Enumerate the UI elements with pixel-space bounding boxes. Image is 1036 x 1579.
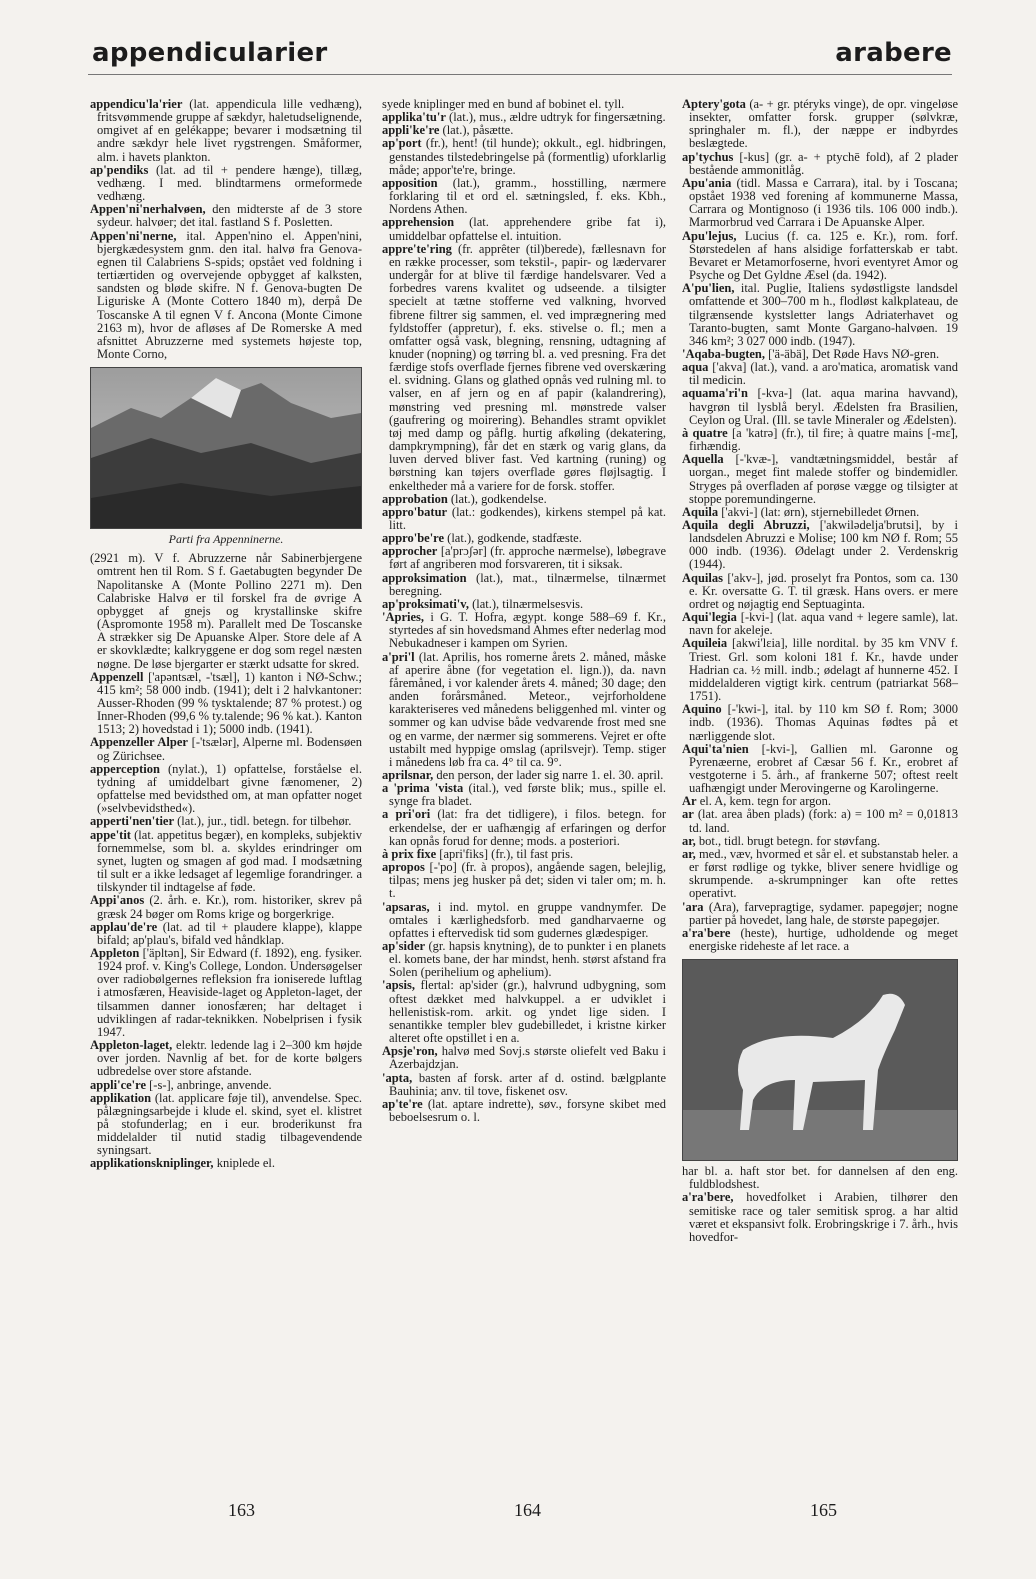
dictionary-entry: [382, 1098, 666, 1124]
headword: a 'prima 'vista: [382, 781, 464, 796]
headword: Aquilas: [682, 570, 723, 585]
headword: appendicu'la'rier: [90, 97, 183, 111]
dictionary-entry: [682, 453, 958, 506]
dictionary-entry: [682, 427, 958, 453]
headword: appro'be're: [382, 531, 445, 546]
headword: 'ara: [682, 899, 704, 914]
header-rule: [88, 74, 952, 75]
definition-text: (fr. apprêter (til)berede), fællesnavn for en række processer, som tekstil-, papir- og lædervarer undergår for at blive til færdige handelsvarer. Ved a forbedres varens kvalitet og udseende. a tilsigter specielt at tætne stofferne ved valkning, hvorved fibrene filtrer sig sammen, el. ved imprægnering med fyldstoffer (appretur), f. eks. stivelse o. fl.; men a omfatter også vask, blegning, rensning, udtagning af knuder (nopning) og tørring bl. a. ved presning. Fra det færdige stofs overflade fjernes fibrene ved overskæring el. svidning. Glans og glathed opnås ved rulning ml. to valser, en af jern og en af papir (kalandrering), mønstring ved presning ml. mønstrede valser (gaufrering og moirering). Behandles stramt opviklet tøj med damp og påflg. hurtig afkøling (dekatering, dampkrympning), får det en stærk og varig glans, da luven derved bliver fast. Ved kartning (runing) og børstning kan tøjers overflade gøres fløjlsagtig. I enkeltheder må a variere for de forsk. stoffer.: [389, 241, 666, 493]
headword: approksimation: [382, 570, 467, 585]
headword: ap'te're: [382, 1096, 423, 1111]
headword: Aqui'ta'nien: [682, 741, 749, 756]
definition-text: syede kniplinger med en bund af bobinet el. tyll.: [382, 97, 625, 111]
definition-text: elektr. ledende lag i 2–300 km højde over jorden. Navnlig af bet. for de korte bølgers udbredelse over store afstande.: [97, 1038, 363, 1079]
headword: Aquella: [682, 452, 724, 467]
dictionary-entry: [682, 901, 958, 927]
dictionary-entry: [90, 736, 362, 762]
dictionary-entry: [382, 651, 666, 769]
definition-text: Lucius (f. ca. 125 e. Kr.), rom. forf. Størstedelen af hans alsidige forfatterskab er tabt. Bevaret er Metamorfoserne, hvori eventyret Amor og Psyche og Det Gyldne Æsel (da. 1942).: [689, 228, 959, 283]
definition-text: den midterste af de 3 store sydeur. halvøer; det ital. fastland S f. Posletten.: [97, 202, 363, 230]
mountain-photo: [90, 367, 362, 529]
definition-text: (lat. applicare føje til), anvendelse. Spec. pålægningsarbejde i klude el. skind, syet el. klistret på stofunderlag; en i eur. broderikunst fra middelalder til nutid stadig tilbagevendende syningsart.: [97, 1090, 363, 1158]
headword: Appen'ni'nerne,: [90, 228, 177, 243]
dictionary-entry: [382, 1045, 666, 1071]
dictionary-entry: [682, 387, 958, 426]
definition-text: (tidl. Massa e Carrara), ital. by i Toscana; opstået 1938 ved forening af kommunerne Massa, Carrara og Montignoso (i 1936 tils. 106 000 indb.). Marmorbrud ved Carrara i De Apuanske Alper.: [689, 175, 958, 230]
definition-text: bot., tidl. brugt betegn. for støvfang.: [698, 833, 881, 848]
definition-text: (2921 m). V f. Abruzzerne når Sabinerbjergene omtrent hen til Rom. S f. Gaetabugten begynder De Napolitanske A (Monte Pollino 2271 m). Den Calabriske Halvø er til forskel fra de øvrige A opbygget af gnejs og krystallinske skifre (Aspromonte 1958 m). Parallelt med De Toscanske A strækker sig De Apuanske Alper. Store dele af A er skovklædte; kalkryggene er dog som regel næsten nøgne. De løse bjergarter er stærkt udsatte for skred.: [90, 551, 362, 671]
mountain-illustration: [91, 368, 361, 528]
definition-text: [-kvi-], Gallien ml. Garonne og Pyrenæerne, erobret af Cæsar 56 f. Kr., erobret af vestgoterne i 5. årh., af frankerne 507; oftest reelt uafhængigt under Merovingerne og Karolingerne.: [689, 741, 958, 796]
definition-text: (lat. appetitus begær), en kompleks, subjektiv fornemmelse, som bl. a. skyldes erindringer om synet, lugten og smagen af god mad. I modsætning til sult er a ikke ledsaget af legemlige forandringer. a tilskynder til indtagelse af føde.: [97, 827, 363, 895]
definition-text: (Ara), farvepragtige, sydamer. papegøjer; nogne partier på hovedet, lang hale, de største papegøjer.: [689, 899, 958, 927]
dictionary-entry: [682, 177, 958, 230]
headword: Aptery'gota: [682, 97, 746, 111]
dictionary-entry: [682, 151, 958, 177]
headword: appli'ke're: [382, 123, 440, 138]
headword: Aquileia: [682, 636, 728, 651]
dictionary-entry: [90, 230, 362, 362]
headword: a'ra'bere: [682, 925, 731, 940]
headword: ar,: [682, 846, 696, 861]
headword: 'apsis,: [382, 978, 416, 993]
dictionary-entry: [682, 808, 958, 834]
headword: à prix fixe: [382, 846, 437, 861]
definition-text: (lat.), gramm., hosstilling, nærmere forklaring til et ord el. sætningsled, f. eks. Kbh., Nordens Athen.: [389, 175, 666, 217]
definition-text: (lat. aptare indrette), søv., forsyne skibet med beboelsesrum o. l.: [389, 1096, 667, 1125]
headword: applika'tu'r: [382, 110, 446, 125]
definition-text: (a- + gr. ptéryks vinge), de opr. vingeløse insekter, omfatter forsk. grupper (sølvkræ, springhaler m. fl.), der næppe er indbyrdes beslægtede.: [689, 97, 959, 151]
headword: approcher: [382, 544, 438, 559]
headword: aqua: [682, 360, 709, 375]
headword: aquama'ri'n: [682, 386, 748, 401]
dictionary-entry: [682, 519, 958, 572]
dictionary-entry: [382, 177, 666, 216]
photo-caption: Parti fra Appenninerne.: [168, 532, 284, 547]
definition-text: ital. Appen'nino el. Appen'nini, bjergkædesystem gnm. den ital. halvø fra Genova-egnen til Calabriens S-spids; opstået ved foldning i tertiærtiden og overvejende opbygget af kalksten, sandsten og bløde skifre. N f. Genova-bugten De Liguriske A (Monte Cottero 1840 m), derpå De Toscanske A til egnen V f. Ancona (Monte Cimone 2163 m), hvor de afløses af De Romerske A med afsnittet Abruzzerne med systemets højeste top, Monte Corno,: [97, 228, 363, 361]
dictionary-entry: [682, 282, 958, 348]
definition-text: [-s-], anbringe, anvende.: [149, 1077, 272, 1092]
headword: apprehension: [382, 215, 455, 230]
dictionary-entry: [90, 552, 362, 670]
definition-text: (lat.: godkendes), kirkens stempel på kat. litt.: [389, 504, 667, 532]
dictionary-entry: [682, 848, 958, 901]
dictionary-entry: [682, 230, 958, 283]
definition-text: [akwi'lɛia], lille nordital. by 35 km VNV f. Triest. Grl. som koloni 181 f. Kr., havde under Hadrian ca. ½ mill. indb.; ødelagt af hunnerne 452. I middelalderen vigtigt kirk. centrum (patriarkat 568–1751).: [689, 636, 959, 704]
definition-text: [-kva-] (lat. aqua marina havvand), havgrøn til lysblå beryl. Ædelsten fra Brasilien, Ceylon og Ural. (Ill. se tavle Mineraler og Ædelsten).: [689, 386, 958, 427]
headword: Ar: [682, 794, 697, 809]
definition-text: (lat.), godkende, stadfæste.: [447, 531, 582, 546]
definition-text: har bl. a. haft stor bet. for dannelsen af den eng. fuldblodshest.: [682, 1164, 958, 1192]
horse-illustration: [683, 960, 957, 1160]
headword: Aquila degli Abruzzi,: [682, 518, 810, 532]
dictionary-entry: [382, 611, 666, 650]
headword: Apu'lejus,: [682, 228, 737, 243]
definition-text: (heste), hurtige, udholdende og meget energiske rideheste af let race. a: [689, 925, 959, 953]
dictionary-entry: [90, 203, 362, 229]
headword: ap'sider: [382, 939, 426, 953]
dictionary-entry: [382, 506, 666, 532]
dictionary-entry: [90, 98, 362, 164]
dictionary-entry: [382, 901, 666, 940]
dictionary-entry: [682, 1191, 958, 1244]
column-3: [682, 98, 958, 1244]
definition-text: [-'kwi-], ital. by 110 km SØ f. Rom; 3000 indb. (1936). Thomas Aquinas fødtes på et nærliggende slot.: [689, 702, 958, 743]
dictionary-entry: [382, 782, 666, 808]
definition-text: [-'kvæ-], vandtætningsmiddel, består af uorgan., meget fint malede stoffer og bindemidler. Stryges på overfladen af porøse vægge og tilsigter at stoppe poremundingerne.: [689, 452, 958, 506]
dictionary-entry: [90, 164, 362, 203]
headword: ap'proksimati'v,: [382, 596, 469, 611]
definition-text: (2. årh. e. Kr.), rom. historiker, skrev på græsk 24 bøger om Roms krige og borgerkrige.: [97, 893, 363, 921]
definition-text: [-kus] (gr. a- + ptychē fold), af 2 plader bestående ammonitlåg.: [689, 149, 959, 177]
definition-text: (lat. appendicula lille vedhæng), fritsvømmende gruppe af sækdyr, haletudselignende, omgivet af en gelékappe; bevarer i modsætning til andre sækdyr hele livet rygstrengen. Småformer, alm. i havets plankton.: [97, 97, 362, 164]
headword: A'pu'lien,: [682, 281, 735, 296]
definition-text: [apri'fiks] (fr.), til fast pris.: [439, 846, 574, 861]
dictionary-entry: [382, 137, 666, 176]
definition-text: kniplede el.: [216, 1156, 276, 1171]
dictionary-entry: [382, 243, 666, 493]
definition-text: ['akvi-] (lat: ørn), stjernebilledet Ørnen.: [721, 504, 920, 519]
definition-text: ['ä-äbä], Det Røde Havs NØ-gren.: [768, 346, 940, 361]
headword: approbation: [382, 491, 448, 506]
dictionary-entry: [382, 572, 666, 598]
headword: Appenzeller Alper: [90, 735, 188, 750]
headword: Appleton-laget,: [90, 1038, 173, 1053]
headword: apropos: [382, 860, 425, 875]
definition-text: (lat. area åben plads) (fork: a) = 100 m² = 0,01813 td. land.: [689, 807, 958, 835]
headword: appre'te'ring: [382, 241, 452, 256]
definition-text: ital. Puglie, Italiens sydøstligste landsdel omfattende et 300–700 m h., flodløst kalkplateau, de tilgrænsende kystsletter langs Adriaterhavet og Taranto-bugten, samt Monte Gargano-halvøen. 19 346 km²; 3 027 000 indb. (1947).: [689, 281, 959, 348]
dictionary-entry: [90, 829, 362, 895]
headword: Apsje'ron,: [382, 1044, 438, 1059]
definition-text: (lat. Aprilis, hos romerne årets 2. måned, måske af aperire åbne (for vegetation el. lign.)), da. navn fåremåned, i vor kalender årets 4. måned; 30 dage; den anden forårsmåned. Meteor., vejrforholdene karakteriseres ved månedens beliggenhed ml. vinter og sommer og kan udvise både vedvarende frost med sne og en varme, der nærmer sig sommerens. Vejret er ofte ustabilt med hyppige omslag (aprilsvejr). Temp. stiger i månedens løb fra ca. 4° til ca. 9°.: [389, 649, 666, 769]
dictionary-entry: [682, 611, 958, 637]
headword: aprilsnar,: [382, 767, 434, 782]
headword: Aquino: [682, 702, 722, 717]
definition-text: (lat.), jur., tidl. betegn. for tilbehør.: [177, 814, 352, 829]
definition-text: ['akva] (lat.), vand. a aro'matica, aromatisk vand til medicin.: [689, 360, 958, 388]
dictionary-entry: [382, 808, 666, 847]
definition-text: ['äpltən], Sir Edward (f. 1892), eng. fysiker. 1924 prof. v. King's College, London. Undersøgelser over radiobølgernes refleksion fra ioniserede luftlag i atmosfæren, Heaviside-laget og Appleton-laget, der tilsammen danner ionosfæren; har deltaget i udviklingen af radar-teknikken. Nobelprisen i fysik 1947.: [97, 945, 363, 1039]
definition-text: [-'tsælər], Alperne ml. Bodensøen og Zürichsee.: [97, 735, 363, 763]
definition-text: den person, der lader sig narre 1. el. 30. april.: [436, 767, 664, 782]
definition-text: i G. T. Hofra, ægypt. konge 588–69 f. Kr., styrtedes af sin hovedsmand Ahmes efter nederlag mod Nebukadneser i kampen om Syrien.: [389, 610, 667, 651]
dictionary-entry: [90, 671, 362, 737]
headword: Appi'anos: [90, 893, 145, 908]
headword: appe'tit: [90, 827, 131, 842]
headword: Appleton: [90, 945, 140, 960]
definition-text: halvø med Sovj.s største oliefelt ved Baku i Azerbajdzjan.: [389, 1044, 667, 1072]
headword: applikationskniplinger,: [90, 1156, 214, 1171]
dictionary-entry: [382, 861, 666, 900]
dictionary-entry: [682, 743, 958, 796]
definition-text: (lat.), tilnærmelsesvis.: [472, 596, 584, 611]
dictionary-entry: [682, 703, 958, 742]
headword: ap'tychus: [682, 149, 734, 164]
definition-text: (lat: fra det tidligere), i filos. betegn. for erkendelse, der er uafhængig af erfaringen og derfor kan opnås forud for denne; mods. a posteriori.: [389, 807, 666, 848]
definition-text: [-kvi-] (lat. aqua vand + legere samle), lat. navn for akeleje.: [689, 610, 958, 638]
definition-text: (lat. ad til + plaudere klappe), klappe bifald; ap'plau's, bifald ved håndklap.: [97, 919, 362, 947]
headword: applikation: [90, 1090, 152, 1105]
definition-text: [a 'katrə] (fr.), til fire; à quatre mains [-mɛ̃], firhændig.: [689, 425, 959, 454]
headword: Aquila: [682, 504, 719, 519]
definition-text: ['akv-], jød. proselyt fra Pontos, som ca. 130 e. Kr. oversatte G. T. til græsk. Hans overs. er mere ordret og nøjagtig end Septuaginta.: [689, 570, 958, 611]
dictionary-entry: [382, 979, 666, 1045]
definition-text: [a'prɔʃər] (fr. approche nærmelse), løbegrave ført af angriberen mod forsvareren, tit i siksak.: [389, 544, 666, 572]
dictionary-entry: [90, 1039, 362, 1078]
page-number-165: 165: [810, 1500, 837, 1520]
headword: Appen'ni'nerhalvøen,: [90, 202, 206, 217]
dictionary-entry: [682, 98, 958, 151]
guide-word-right: arabere: [835, 38, 952, 68]
dictionary-entry: [682, 572, 958, 611]
dictionary-entry: [382, 940, 666, 979]
headword: 'apsaras,: [382, 899, 430, 914]
dictionary-entry: [90, 1092, 362, 1158]
dictionary-entry: [90, 921, 362, 947]
headword: apperti'nen'tier: [90, 814, 175, 829]
definition-text: (lat. apprehendere gribe fat i), umiddelbar opfattelse el. intuition.: [389, 215, 667, 243]
dictionary-entry: [382, 216, 666, 242]
headword: ar: [682, 807, 694, 822]
definition-text: (fr.), hent! (til hunde); okkult., egl. hidbringen, genstandes tilstedebringelse på (formentlig) uforklarlig måde; appor'te're, bringe.: [389, 136, 666, 177]
headword: 'Apries,: [382, 610, 425, 625]
headword: à quatre: [682, 425, 728, 440]
definition-text: (lat.), mus., ældre udtryk for fingersætning.: [449, 110, 666, 125]
headword: appro'batur: [382, 504, 448, 519]
dictionary-entry: [90, 763, 362, 816]
headword: appli'ce're: [90, 1077, 147, 1092]
definition-text: basten af forsk. arter af d. ostind. bælgplante Bauhinia; anv. til tove, fiskenet osv.: [389, 1070, 667, 1098]
page-number-163: 163: [228, 1500, 255, 1520]
headword: ar,: [682, 833, 696, 848]
horse-photo: [682, 959, 958, 1161]
page-number-164: 164: [514, 1500, 541, 1520]
headword: 'Aqaba-bugten,: [682, 346, 766, 361]
definition-text: med., væv, hvormed et sår el. et substanstab heler. a er først rødlige og tykke, bliver senere hvidlige og skrumpende. a-skrumpninger kan ofte rettes operativt.: [689, 846, 958, 901]
headword: ap'port: [382, 136, 422, 151]
headword: Appenzell: [90, 669, 144, 684]
definition-text: (lat. ad til + pendere hænge), tillæg, vedhæng. I med. blindtarmens ormeformede vedhæng.: [97, 162, 362, 204]
headword: a'pri'l: [382, 649, 415, 664]
definition-text: i ind. mytol. en gruppe vandnymfer. De omtales i kærlighedsforb. med gandharvaerne og opfattes i eftervedisk tid som gudernes glædespiger.: [389, 899, 666, 940]
dictionary-entry: [90, 1157, 362, 1170]
headword: apperception: [90, 761, 160, 776]
dictionary-entry: [382, 1072, 666, 1098]
dictionary-entry: [682, 361, 958, 387]
headword: applau'de're: [90, 919, 158, 934]
definition-text: (gr. hapsis knytning), de to punkter i en planets el. komets bane, der har mindst, henh. størst afstand fra Solen (perihelium og aphelium).: [389, 939, 666, 980]
headword: a'ra'bere,: [682, 1190, 734, 1205]
definition-text: (lat.), påsætte.: [442, 123, 514, 138]
definition-text: ['akwilədelja'brutsi], by i landsdelen Abruzzi e Molise; 100 km NØ f. Rom; 55 000 indb. (1936). Ødelagt under 2. Verdenskrig (1944).: [689, 518, 958, 572]
definition-text: (lat.), godkendelse.: [450, 491, 547, 506]
definition-text: (nylat.), 1) opfattelse, forståelse el. tydning af umiddelbart givne fænomener, 2) opfattelse med bevidsthed om, at man opfatter noget (»selvbevidsthed«).: [97, 761, 362, 816]
headword: 'apta,: [382, 1070, 413, 1085]
guide-word-left: appendicularier: [92, 38, 328, 68]
headword: ap'pendiks: [90, 162, 149, 177]
dictionary-entry: [682, 1165, 958, 1191]
headword: apposition: [382, 175, 438, 190]
headword: Apu'ania: [682, 175, 732, 190]
definition-text: [-'po] (fr. à propos), angående sagen, belejlig, tilpas; mens jeg husker på det; siden vi taler om; m. h. t.: [389, 860, 667, 901]
dictionary-entry: [682, 637, 958, 703]
dictionary-entry: [382, 545, 666, 571]
definition-text: (lat.), mat., tilnærmelse, tilnærmet beregning.: [389, 570, 666, 598]
definition-text: ['apəntsæl, -'tsæl], 1) kanton i NØ-Schw.; 415 km²; 58 000 indb. (1941); delt i 2 halvkantoner: Ausser-Rhoden (99 % tysktalende; 87 % protest.) og Inner-Rhoden (99,6 % ty.talende; 96 % kat.). Kanton 1513; 2) hovedstad i 1); 5000 indb. (1941).: [97, 669, 363, 737]
headword: Aqui'legia: [682, 610, 737, 625]
dictionary-entry: [90, 947, 362, 1039]
definition-text: el. A, kem. tegn for argon.: [699, 794, 832, 809]
dictionary-entry: [90, 894, 362, 920]
column-2: [382, 98, 666, 1124]
definition-text: (ital.), ved første blik; mus., spille el. synge fra bladet.: [389, 781, 666, 809]
column-1: [90, 98, 362, 1171]
definition-text: hovedfolket i Arabien, tilhører den semitiske race og taler semitisk sprog. a har altid været et ekspansivt folk. Erobringskrige i 7. årh., hvis hovedfor-: [689, 1190, 959, 1244]
definition-text: flertal: ap'sider (gr.), halvrund udbygning, som oftest dækket med halvkuppel. a er udviklet i hellenistisk-rom. arkit. og yndet lige siden. I senantikke templer blev gudebilledet, i kristne kirker alteret ofte opstillet i en a.: [389, 978, 666, 1046]
headword: a pri'ori: [382, 807, 431, 822]
dictionary-entry: [682, 927, 958, 953]
